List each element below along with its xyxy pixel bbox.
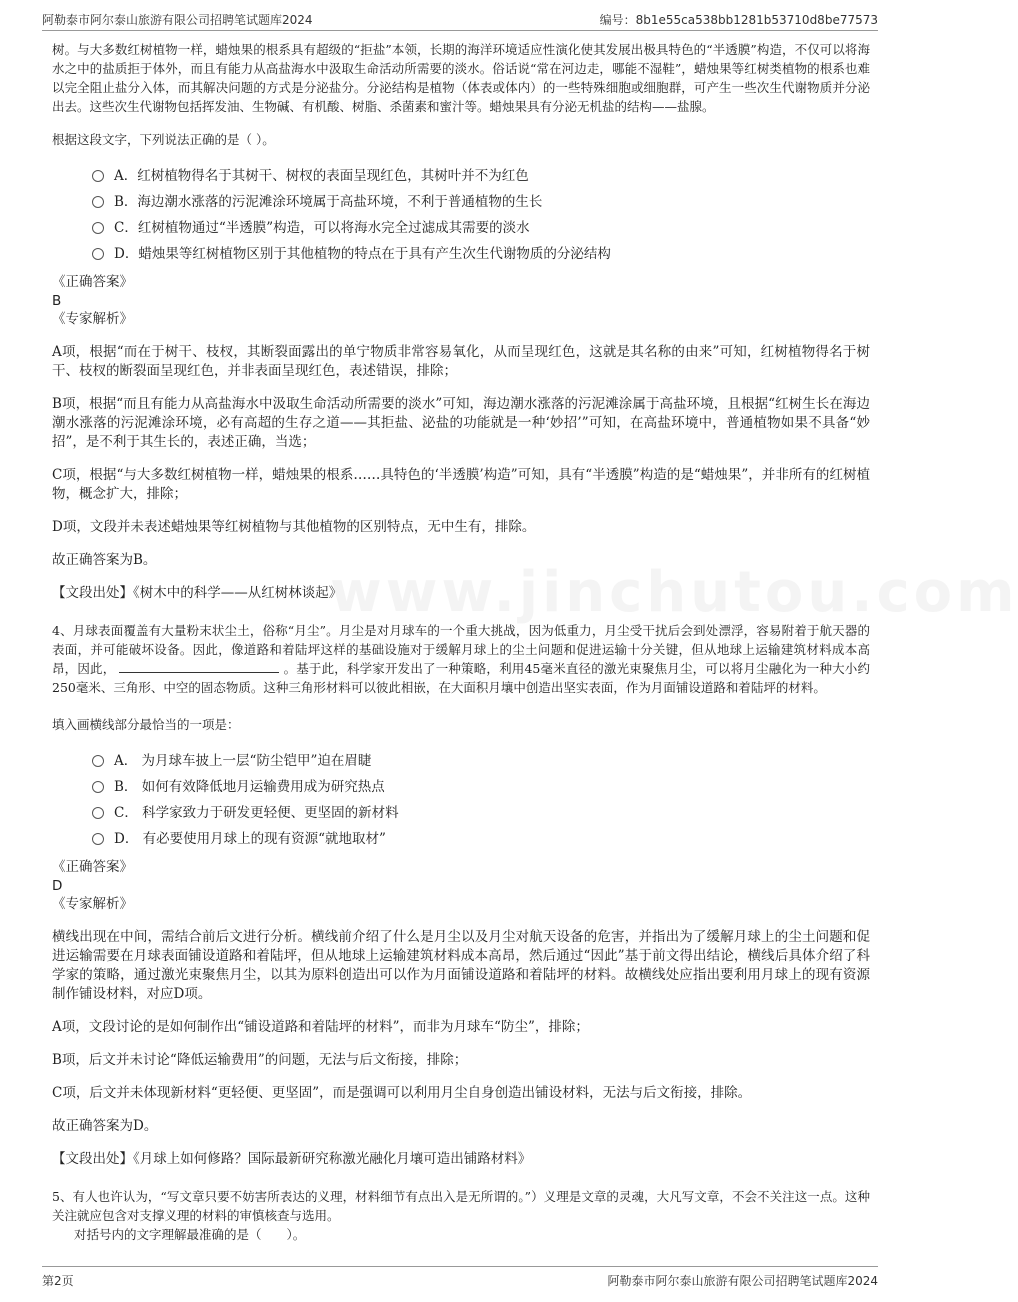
q3-analysis-d: D项，文段并未表述蜡烛果等红树植物与其他植物的区别特点，无中生有，排除。 <box>52 519 536 535</box>
q4-option-b[interactable] <box>92 772 870 798</box>
q4-analysis-main: 横线出现在中间，需结合前后文进行分析。横线前介绍了什么是月尘以及月尘对航天设备的危害，并指出为了缓解月球上的尘土问题和促进运输需要在月球表面铺设道路和着陆坪，但从地球上运输建筑材料成本高昂，然后通过“因此”基于前文得出结论，横线后具体介绍了科学家的策略，通过激光束聚焦月尘，以其为原料创造出可以作为月面铺设道路和着陆坪的材料。故横线处应指出要利用月球上的现有资源制作铺设材料，对应D项。 <box>52 929 870 1002</box>
watermark: www.jinchutou.com <box>330 560 1018 625</box>
q4-option-c[interactable] <box>92 798 870 824</box>
q3-answer-tag: 《正确答案》 <box>52 274 133 290</box>
header-title: 阿勒泰市阿尔泰山旅游有限公司招聘笔试题库2024 <box>42 12 313 27</box>
q4-option-d[interactable] <box>92 824 870 850</box>
q5-passage: 5、有人也许认为，“写文章只要不妨害所表达的义理，材料细节有点出入是无所谓的。”）义理是文章的灵魂，大凡写文章，不会不关注这一点。这种关注就应包含对支撑义理的材料的审慎核查与选用。 <box>52 1189 870 1223</box>
radio-icon[interactable] <box>92 755 104 767</box>
page-footer <box>42 1266 878 1293</box>
page-header <box>42 8 878 31</box>
q3-analysis-tag: 《专家解析》 <box>52 311 133 327</box>
q3-source: 【文段出处】《树木中的科学——从红树林谈起》 <box>52 585 343 601</box>
q3-conclusion: 故正确答案为B。 <box>52 552 157 568</box>
option-label: B． 如何有效降低地月运输费用成为研究热点 <box>114 779 385 795</box>
q3-options <box>52 161 870 265</box>
option-label: A．红树植物得名于其树干、树杈的表面呈现红色，其树叶并不为红色 <box>114 168 529 184</box>
q4-analysis-b: B项，后文并未讨论“降低运输费用”的问题，无法与后文衔接，排除； <box>52 1052 468 1068</box>
q3-option-d[interactable] <box>92 239 870 265</box>
page-number: 第2页 <box>42 1273 74 1288</box>
q3-question: 根据这段文字，下列说法正确的是（ ）。 <box>52 132 275 147</box>
radio-icon[interactable] <box>92 781 104 793</box>
radio-icon[interactable] <box>92 248 104 260</box>
q3-analysis-a: A项，根据“而在于树干、枝杈，其断裂面露出的单宁物质非常容易氧化，从而呈现红色，这就是其名称的由来”可知，红树植物得名于树干、枝杈的断裂面呈现红色，并非表面呈现红色，表述错误，排除； <box>52 344 870 379</box>
q4-passage-b: 。基于此，科学家开发出了一种策略，利用45毫米直径的激光束聚焦月尘，可以将月尘融化为一种大小约250毫米、三角形、中空的固态物质。这种三角形材料可以彼此相嵌，在大面积月壤中创造出坚实表面，作为月面铺设道路和着陆坪的材料。 <box>52 661 870 695</box>
question-4 <box>52 621 870 1169</box>
question-5 <box>52 1187 870 1244</box>
q3-passage: 树。与大多数红树植物一样，蜡烛果的根系具有超级的“拒盐”本领，长期的海洋环境适应性演化使其发展出极具特色的“半透膜”构造，不仅可以将海水之中的盐质拒于体外，而且有能力从高盐海水中汲取生命活动所需要的淡水。俗话说“常在河边走，哪能不湿鞋”，蜡烛果等红树类植物的根系也难以完全阻止盐分入体，而其解决问题的方式是分泌盐分。分泌结构是植物（体表或体内）的一些特殊细胞或细胞群，可产生一些次生代谢物质并分泌出去。这些次生代谢物包括挥发油、生物碱、有机酸、树脂、杀菌素和蜜汁等。蜡烛果具有分泌无机盐的结构——盐腺。 <box>52 42 870 114</box>
q3-analysis-b: B项，根据“而且有能力从高盐海水中汲取生命活动所需要的淡水”可知，海边潮水涨落的污泥滩涂属于高盐环境，且根据“红树生长在海边潮水涨落的污泥滩涂环境，必有高超的生存之道——其拒盐、泌盐的功能就是一种‘妙招’”可知，在高盐环境中，普通植物如果不具备“妙招”，是不利于其生长的，表述正确，当选； <box>52 396 870 450</box>
fill-blank <box>119 660 279 673</box>
q4-conclusion: 故正确答案为D。 <box>52 1118 158 1134</box>
option-label: D． 有必要使用月球上的现有资源“就地取材” <box>114 831 386 847</box>
q4-passage <box>52 621 870 697</box>
radio-icon[interactable] <box>92 170 104 182</box>
q4-analysis-c: C项，后文并未体现新材料“更轻便、更坚固”，而是强调可以利用月尘自身创造出铺设材料，无法与后文衔接，排除。 <box>52 1085 752 1101</box>
option-label: A． 为月球车披上一层“防尘铠甲”迫在眉睫 <box>114 753 372 769</box>
q4-analysis-tag: 《专家解析》 <box>52 896 133 912</box>
radio-icon[interactable] <box>92 833 104 845</box>
radio-icon[interactable] <box>92 807 104 819</box>
option-label: C． 科学家致力于研发更轻便、更坚固的新材料 <box>114 805 399 821</box>
option-label: D．蜡烛果等红树植物区别于其他植物的特点在于具有产生次生代谢物质的分泌结构 <box>114 246 611 262</box>
option-label: B．海边潮水涨落的污泥滩涂环境属于高盐环境，不利于普通植物的生长 <box>114 194 543 210</box>
option-label: C．红树植物通过“半透膜”构造，可以将海水完全过滤成其需要的淡水 <box>114 220 530 236</box>
q4-analysis-a: A项，文段讨论的是如何制作出“铺设道路和着陆坪的材料”，而非为月球车“防尘”，排除； <box>52 1019 589 1035</box>
header-doc-id: 编号：8b1e55ca538bb1281b53710d8be77573 <box>599 12 878 27</box>
q4-source: 【文段出处】《月球上如何修路？国际最新研究称激光融化月壤可造出铺路材料》 <box>52 1151 532 1167</box>
q3-option-c[interactable] <box>92 213 870 239</box>
question-3 <box>52 40 870 603</box>
q3-option-a[interactable] <box>92 161 870 187</box>
q3-answer: B <box>52 293 62 309</box>
q4-option-a[interactable] <box>92 746 870 772</box>
q4-question: 填入画横线部分最恰当的一项是： <box>52 717 240 732</box>
q4-answer: D <box>52 878 63 894</box>
q4-options <box>52 746 870 850</box>
radio-icon[interactable] <box>92 196 104 208</box>
radio-icon[interactable] <box>92 222 104 234</box>
q4-answer-tag: 《正确答案》 <box>52 859 133 875</box>
q5-question: 对括号内的文字理解最准确的是（ ）。 <box>74 1227 306 1242</box>
footer-title: 阿勒泰市阿尔泰山旅游有限公司招聘笔试题库2024 <box>607 1273 878 1288</box>
page-content <box>52 40 1018 1260</box>
q4-passage-a: 4、月球表面覆盖有大量粉末状尘土，俗称“月尘”。月尘是对月球车的一个重大挑战，因为低重力，月尘受干扰后会到处漂浮，容易附着于航天器的表面，并可能破坏设备。因此，像道路和着陆坪这样的基础设施对于缓解月球上的尘土问题和促进运输十分关键，但从地球上运输建筑材料成本高昂，因此， <box>52 623 870 676</box>
q3-option-b[interactable] <box>92 187 870 213</box>
q3-analysis-c: C项，根据“与大多数红树植物一样，蜡烛果的根系……具特色的‘半透膜’构造”可知，具有“半透膜”构造的是“蜡烛果”，并非所有的红树植物，概念扩大，排除； <box>52 467 870 502</box>
